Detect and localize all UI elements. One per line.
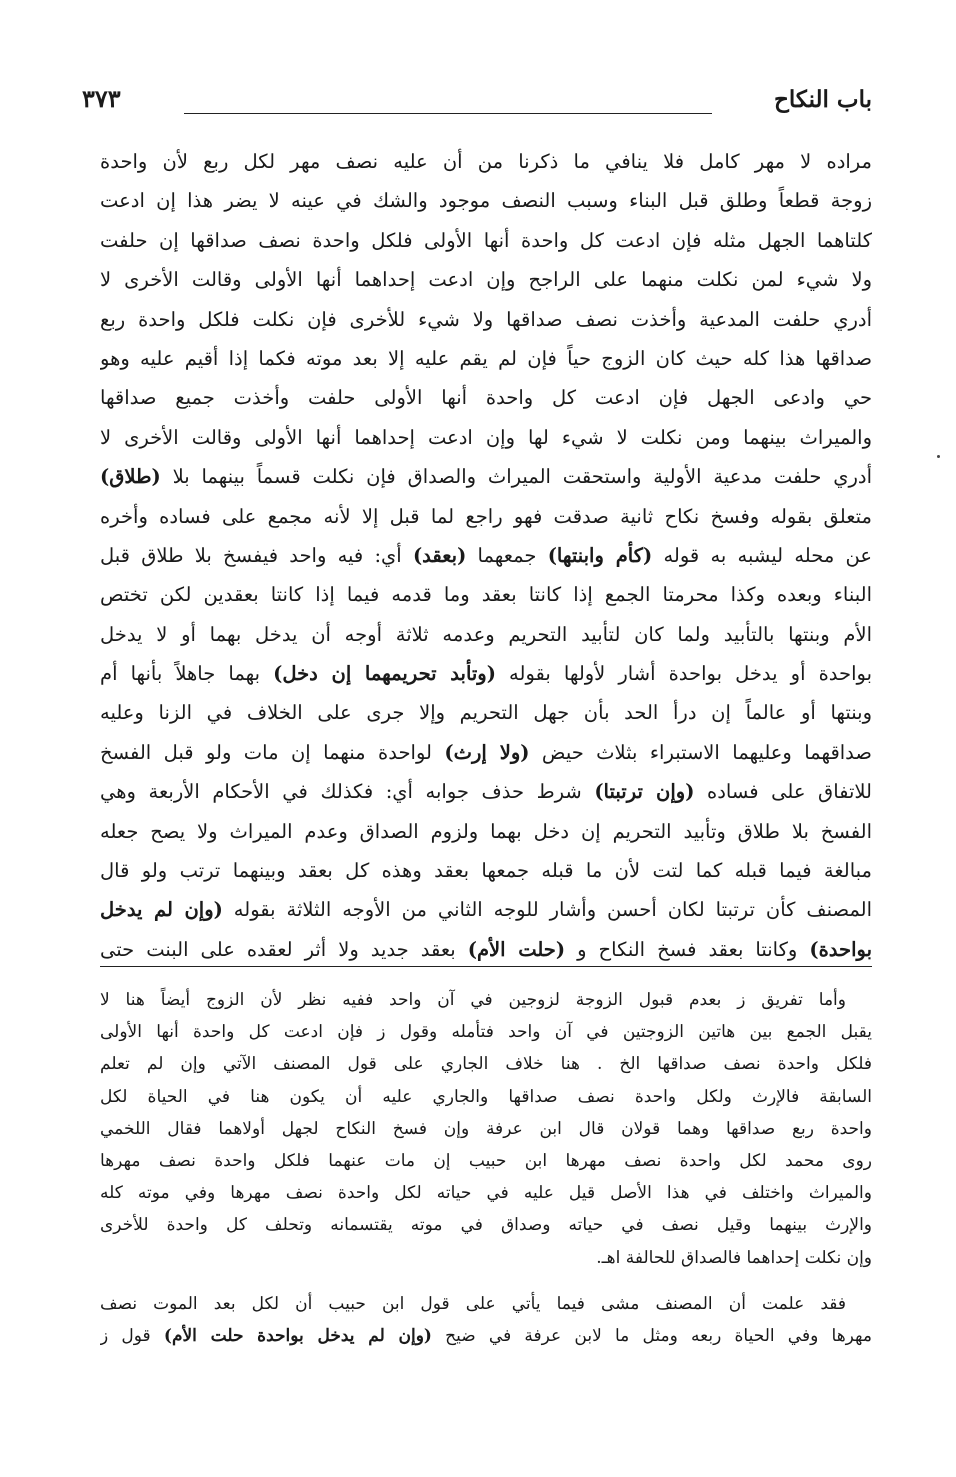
main-text-line: حي وادعى الجهل فإن ادعت كل واحدة أنها الأولى حلفت وأخذت جميع صداقها — [100, 386, 872, 410]
footnote-separator — [100, 966, 872, 967]
footnote-line: روى محمد لكل واحدة نصف مهرها ابن حبيب إن مات عنهما فلكل واحدة نصف مهرها — [100, 1150, 872, 1171]
main-text-line: والميراث بينهما ومن نكلت لا شيء لها وإن ادعت إحداهما أنها الأولى وقالت الأخرى لا — [100, 425, 872, 449]
footnote-line: واحدة ربع صداقها وهما قولان قال ابن عرفة وإن فسخ النكاح لجهل أولاهما فقال اللخمي — [100, 1118, 872, 1139]
main-text-line: بواحدة) وكانتا بعقد فسخ النكاح و (حلت الأم) بعقد جديد ولا أثر لعقده على البنت حتى — [100, 937, 872, 961]
footnote-line: وإن نكلت إحداهما فالصداق للحالفة اهـ. — [596, 1247, 872, 1268]
footnote-line: وأما تفريق ز بعدم قبول الزوجة لزوجين في آن واحد ففيه نظر لأن الزوج أيضاً هنا لا — [100, 990, 846, 1010]
main-text-line: صداقهما وعليهما الاستبراء بثلاث حيض (ولا إرث) لواحدة منهما إن مات ولو قبل الفسخ — [100, 740, 872, 764]
main-text-line: وبنتها أو عالماً إن درأ الحد بأن جهل التحريم وإلا جرى على الخلاف في الزنا وعليه — [100, 701, 872, 725]
main-text-line: كلتاهما الجهل مثله فإن ادعت كل واحدة أنها الأولى فلكل واحدة نصف صداقها إن حلفت — [100, 228, 872, 252]
footnote-line: فقد علمت أن المصنف مشى فيما يأتي على قول ابن حبيب أن لكل بعد الموت نصف — [100, 1293, 846, 1314]
main-text-line: مبالغة فيما قبله كما لتت لأن ما قبله جمعها بعقد وهذه كل بعقد وبينهما ترتب ولو قال — [100, 859, 872, 883]
header-rule — [184, 113, 712, 114]
main-text — [100, 142, 872, 969]
main-text-line: أدري حلفت المدعية وأخذت نصف صداقها ولا شيء للأخرى فإن نكلت فلكل واحدة ربع — [100, 307, 872, 331]
footnote-line: فلكل واحدة نصف صداقها الخ . هنا خلاف الجاري على قول المصنف الآتي وإن لم تعلم — [100, 1054, 872, 1075]
main-text-line: أدري حلفت مدعية الأولية واستحقت الميراث والصداق فإن نكلت قسماً بينهما بلا (طلاق) — [100, 465, 872, 489]
main-text-line: الفسخ بلا طلاق وتأبيد التحريم إن دخل بهما ولزوم الصداق وعدم الميراث ولا يصح جعله — [100, 819, 872, 843]
footnote-line: والإرث بينهما وقيل نصف في حياته وصداق في موته يقتسمانه وتحلف كل واحدة للأخرى — [100, 1215, 872, 1236]
footnotes — [100, 984, 872, 1352]
main-text-line: صداقها هذا كله حيث كان الزوج حياً فإن لم يقم عليه إلا بعد موته فكما إذا أقيم عليه وهو — [100, 346, 872, 370]
page-header — [82, 84, 872, 124]
footnote-line: مهرها وفي الحياة ربعه ومثل ما لابن عرفة في ضيح (وإن لم يدخل بواحدة حلت الأم) قول ز — [100, 1325, 872, 1346]
footnote-line: يقبل الجمع بين هاتين الزوجتين في آن واحد فتأمله وقول ز فإن ادعت كل واحدة أنها الأولى — [100, 1022, 872, 1043]
main-text-line: زوجة قطعاً وطلق قبل البناء وسبب النصف موجود والشك في عينه لا يضر هذا إن ادعت — [100, 189, 872, 213]
main-text-line: البناء وبعده وكذا محرمتا الجمع إذا كانتا بعقد وما قدمه فيما إذا كانتا بعقدين لكن تختص — [100, 583, 872, 607]
main-text-line: بواحدة أو يدخل بواحدة أشار لأولها بقوله (وتأبد تحريمهما إن دخل) بهما جاهلاً بأنها أم — [100, 662, 872, 686]
main-text-line: المصنف كأن ترتبتا لكان أحسن وأشار للوجه الثاني من الأوجه الثلاثة بقوله (وإن لم يدخل — [100, 898, 872, 922]
chapter-title: باب النكاح — [774, 86, 872, 113]
page-number: ٣٧٣ — [82, 84, 121, 113]
main-text-line: ولا شيء لمن نكلت منهما على الراجح وإن ادعت إحداهما أنها الأولى وقالت الأخرى لا — [100, 268, 872, 292]
footnote-paragraph-gap — [100, 1274, 872, 1288]
main-text-line: مراده لا مهر كامل فلا ينافي ما ذكرنا من أن عليه نصف مهر لكل ربع لأن واحدة — [100, 150, 872, 173]
margin-dot — [937, 455, 940, 458]
footnote-line: والميراث واختلف في هذا الأصل قيل عليه في حياته لكل واحدة نصف مهرها وفي موته كله — [100, 1183, 872, 1204]
footnote-line: السابقة فالإرث ولكل واحدة نصف صداقها والجاري عليه أن يكون هنا في الحياة لكل — [100, 1086, 872, 1107]
main-text-line: للاتفاق على فساده (وإن ترتبتا) شرط حذف جوابه أي: فكذلك في الأحكام الأربعة وهي — [100, 780, 872, 804]
main-text-line: متعلق بقوله وفسخ نكاح ثانية صدقت فهو راجع لما قبل إلا لأنه مجمع على فساده وأخره — [100, 504, 872, 528]
main-text-line: الأم وبنتها بالتأبيد ولما كان لتأبيد التحريم وعدمه ثلاثة أوجه أن يدخل بهما أو لا يدخل — [100, 622, 872, 646]
main-text-line: عن محله ليشبه به قوله (كأم وابنتها) جمعهما (بعقد) أي: فيه واحد فيفسخ بلا طلاق قبل — [100, 543, 872, 567]
